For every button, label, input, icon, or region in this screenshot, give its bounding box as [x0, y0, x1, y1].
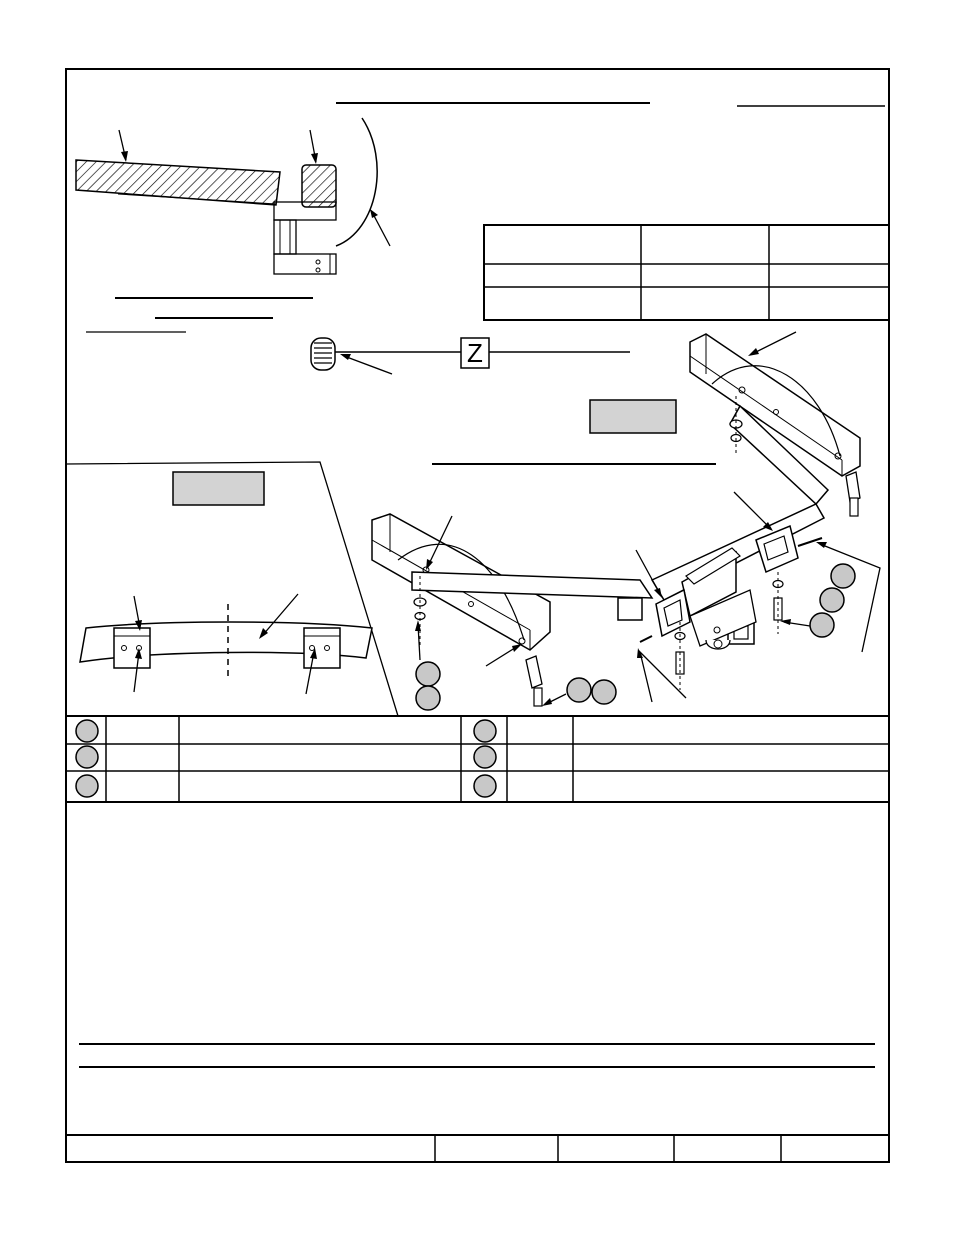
- view-label-box-left: [173, 472, 264, 505]
- parts-callout: [474, 775, 496, 797]
- parts-callout: [474, 720, 496, 742]
- parts-callout: [76, 746, 98, 768]
- strap-letter: Z: [467, 338, 483, 368]
- parts-callout: [76, 720, 98, 742]
- parts-callout: [76, 775, 98, 797]
- footer-table: [66, 1135, 889, 1162]
- cross-section-view: [76, 118, 390, 274]
- parts-table: [66, 716, 889, 802]
- spec-table: [484, 225, 889, 320]
- parts-callout: [474, 746, 496, 768]
- view-label-box-right: [590, 400, 676, 433]
- hitch-exploded-view: [372, 332, 880, 706]
